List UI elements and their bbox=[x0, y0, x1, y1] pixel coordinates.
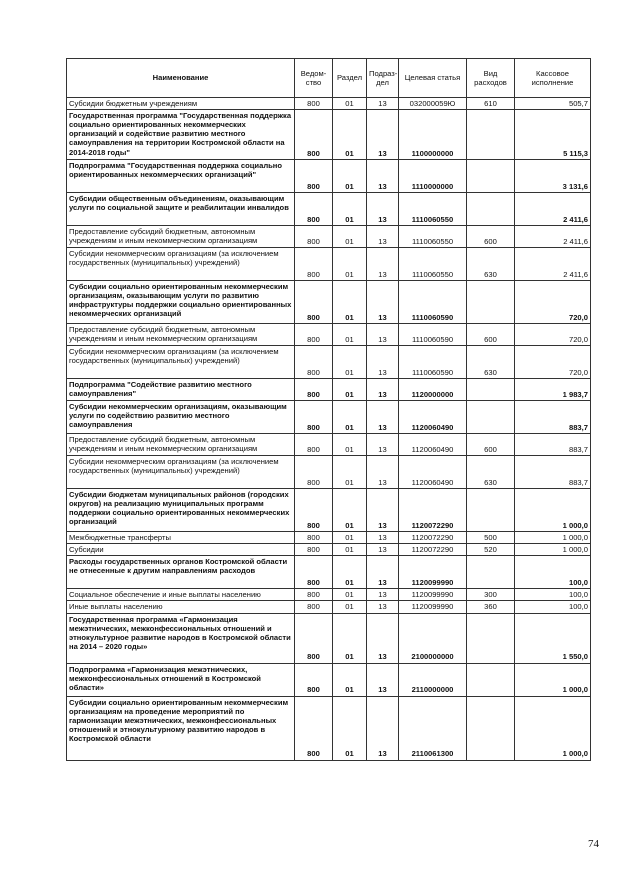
table-row bbox=[67, 401, 591, 434]
row-name: Подпрограмма "Содействие развитию местного самоуправления" bbox=[67, 379, 295, 401]
row-name: Иные выплаты населению bbox=[67, 601, 295, 613]
row-target: 1120099990 bbox=[399, 601, 467, 613]
row-expense-type: 520 bbox=[467, 544, 515, 556]
row-amount: 1 000,0 bbox=[515, 696, 591, 760]
row-subsection: 13 bbox=[367, 281, 399, 324]
row-amount: 2 411,6 bbox=[515, 226, 591, 248]
row-subsection: 13 bbox=[367, 544, 399, 556]
row-ministry: 800 bbox=[295, 226, 333, 248]
row-ministry: 800 bbox=[295, 193, 333, 226]
header-ministry: Ведом-ство bbox=[295, 59, 333, 98]
row-section: 01 bbox=[333, 663, 367, 696]
row-section: 01 bbox=[333, 589, 367, 601]
row-expense-type bbox=[467, 696, 515, 760]
row-amount: 1 000,0 bbox=[515, 532, 591, 544]
table-row bbox=[67, 379, 591, 401]
row-section: 01 bbox=[333, 98, 367, 110]
row-amount: 5 115,3 bbox=[515, 110, 591, 160]
row-name: Субсидии бюджетам муниципальных районов (городских округов) на реализацию муниципальных программ поддержки социально ориентированных некоммерческих организаций bbox=[67, 489, 295, 532]
row-ministry: 800 bbox=[295, 613, 333, 663]
row-subsection: 13 bbox=[367, 532, 399, 544]
row-expense-type bbox=[467, 613, 515, 663]
row-target: 1110000000 bbox=[399, 160, 467, 193]
row-expense-type bbox=[467, 663, 515, 696]
table-body bbox=[67, 98, 591, 761]
row-expense-type bbox=[467, 281, 515, 324]
row-amount: 883,7 bbox=[515, 456, 591, 489]
row-expense-type: 630 bbox=[467, 456, 515, 489]
row-section: 01 bbox=[333, 193, 367, 226]
row-subsection: 13 bbox=[367, 589, 399, 601]
row-name: Субсидии некоммерческим организациям (за исключением государственных (муниципальных) учреждений) bbox=[67, 456, 295, 489]
row-section: 01 bbox=[333, 401, 367, 434]
table-row bbox=[67, 601, 591, 613]
row-subsection: 13 bbox=[367, 110, 399, 160]
row-section: 01 bbox=[333, 379, 367, 401]
row-ministry: 800 bbox=[295, 160, 333, 193]
row-expense-type: 600 bbox=[467, 324, 515, 346]
row-expense-type bbox=[467, 556, 515, 589]
row-section: 01 bbox=[333, 248, 367, 281]
row-target: 1110060550 bbox=[399, 193, 467, 226]
row-name: Социальное обеспечение и иные выплаты населению bbox=[67, 589, 295, 601]
row-subsection: 13 bbox=[367, 193, 399, 226]
row-target: 2110061300 bbox=[399, 696, 467, 760]
header-name: Наименование bbox=[67, 59, 295, 98]
row-subsection: 13 bbox=[367, 248, 399, 281]
row-name: Субсидии общественным объединениям, оказывающим услуги по социальной защите и реабилитации инвалидов bbox=[67, 193, 295, 226]
row-name: Подпрограмма «Гармонизация межэтнических, межконфессиональных отношений в Костромской области» bbox=[67, 663, 295, 696]
row-name: Субсидии некоммерческим организациям (за исключением государственных (муниципальных) учреждений) bbox=[67, 248, 295, 281]
row-amount: 1 000,0 bbox=[515, 663, 591, 696]
row-expense-type bbox=[467, 489, 515, 532]
row-section: 01 bbox=[333, 434, 367, 456]
row-section: 01 bbox=[333, 556, 367, 589]
row-target: 1110060590 bbox=[399, 281, 467, 324]
row-section: 01 bbox=[333, 281, 367, 324]
header-expense-type: Вид расходов bbox=[467, 59, 515, 98]
row-expense-type bbox=[467, 110, 515, 160]
row-amount: 3 131,6 bbox=[515, 160, 591, 193]
row-ministry: 800 bbox=[295, 601, 333, 613]
row-name: Расходы государственных органов Костромской области не отнесенные к другим направлениям расходов bbox=[67, 556, 295, 589]
row-expense-type: 600 bbox=[467, 434, 515, 456]
row-subsection: 13 bbox=[367, 434, 399, 456]
row-section: 01 bbox=[333, 601, 367, 613]
row-amount: 720,0 bbox=[515, 281, 591, 324]
row-amount: 100,0 bbox=[515, 556, 591, 589]
page-number: 74 bbox=[588, 838, 599, 850]
row-section: 01 bbox=[333, 456, 367, 489]
row-name: Государственная программа "Государственная поддержка социально ориентированных некоммерческих организаций и содействие развитию местного самоуправления на территории Костромской области на 2014-2018 годы" bbox=[67, 110, 295, 160]
row-target: 1120099990 bbox=[399, 589, 467, 601]
table-row bbox=[67, 589, 591, 601]
row-expense-type: 500 bbox=[467, 532, 515, 544]
header-section: Раздел bbox=[333, 59, 367, 98]
row-target: 1120072290 bbox=[399, 489, 467, 532]
row-subsection: 13 bbox=[367, 346, 399, 379]
row-target: 1120060490 bbox=[399, 401, 467, 434]
row-target: 1120060490 bbox=[399, 434, 467, 456]
row-subsection: 13 bbox=[367, 696, 399, 760]
row-name: Межбюджетные трансферты bbox=[67, 532, 295, 544]
row-expense-type: 600 bbox=[467, 226, 515, 248]
table-row bbox=[67, 544, 591, 556]
row-expense-type: 360 bbox=[467, 601, 515, 613]
row-ministry: 800 bbox=[295, 110, 333, 160]
row-amount: 720,0 bbox=[515, 346, 591, 379]
row-subsection: 13 bbox=[367, 401, 399, 434]
row-target: 2100000000 bbox=[399, 613, 467, 663]
row-expense-type: 610 bbox=[467, 98, 515, 110]
row-ministry: 800 bbox=[295, 248, 333, 281]
row-section: 01 bbox=[333, 324, 367, 346]
row-name: Предоставление субсидий бюджетным, автономным учреждениям и иным некоммерческим организациям bbox=[67, 434, 295, 456]
header-cash: Кассовое исполнение bbox=[515, 59, 591, 98]
table-row bbox=[67, 346, 591, 379]
row-section: 01 bbox=[333, 110, 367, 160]
row-amount: 100,0 bbox=[515, 601, 591, 613]
row-target: 1110060590 bbox=[399, 346, 467, 379]
row-expense-type bbox=[467, 160, 515, 193]
row-section: 01 bbox=[333, 532, 367, 544]
table-row bbox=[67, 613, 591, 663]
row-target: 2110000000 bbox=[399, 663, 467, 696]
row-ministry: 800 bbox=[295, 489, 333, 532]
row-ministry: 800 bbox=[295, 556, 333, 589]
row-ministry: 800 bbox=[295, 589, 333, 601]
header-target: Целевая статья bbox=[399, 59, 467, 98]
row-subsection: 13 bbox=[367, 379, 399, 401]
row-ministry: 800 bbox=[295, 346, 333, 379]
row-ministry: 800 bbox=[295, 456, 333, 489]
row-subsection: 13 bbox=[367, 160, 399, 193]
row-section: 01 bbox=[333, 226, 367, 248]
table-row bbox=[67, 434, 591, 456]
table-row bbox=[67, 489, 591, 532]
row-ministry: 800 bbox=[295, 544, 333, 556]
row-expense-type bbox=[467, 193, 515, 226]
row-section: 01 bbox=[333, 346, 367, 379]
row-amount: 505,7 bbox=[515, 98, 591, 110]
row-amount: 1 000,0 bbox=[515, 489, 591, 532]
row-target: 1120060490 bbox=[399, 456, 467, 489]
row-subsection: 13 bbox=[367, 456, 399, 489]
row-ministry: 800 bbox=[295, 379, 333, 401]
row-section: 01 bbox=[333, 613, 367, 663]
table-row bbox=[67, 226, 591, 248]
row-target: 1120099990 bbox=[399, 556, 467, 589]
row-ministry: 800 bbox=[295, 98, 333, 110]
row-subsection: 13 bbox=[367, 324, 399, 346]
row-subsection: 13 bbox=[367, 489, 399, 532]
table-row bbox=[67, 248, 591, 281]
row-section: 01 bbox=[333, 544, 367, 556]
table-header bbox=[67, 59, 591, 98]
table-row bbox=[67, 324, 591, 346]
row-amount: 883,7 bbox=[515, 434, 591, 456]
row-section: 01 bbox=[333, 489, 367, 532]
row-ministry: 800 bbox=[295, 324, 333, 346]
row-name: Субсидии социально ориентированным некоммерческим организациям, оказывающим услуги по развитию инфраструктуры поддержки социально ориентированных некоммерческих организаций bbox=[67, 281, 295, 324]
row-subsection: 13 bbox=[367, 601, 399, 613]
row-name: Предоставление субсидий бюджетным, автономным учреждениям и иным некоммерческим организациям bbox=[67, 226, 295, 248]
row-section: 01 bbox=[333, 160, 367, 193]
row-expense-type: 300 bbox=[467, 589, 515, 601]
row-name: Предоставление субсидий бюджетным, автономным учреждениям и иным некоммерческим организациям bbox=[67, 324, 295, 346]
row-ministry: 800 bbox=[295, 532, 333, 544]
row-name: Субсидии некоммерческим организациям (за исключением государственных (муниципальных) учреждений) bbox=[67, 346, 295, 379]
table-row bbox=[67, 193, 591, 226]
row-ministry: 800 bbox=[295, 281, 333, 324]
table-row bbox=[67, 532, 591, 544]
row-ministry: 800 bbox=[295, 401, 333, 434]
budget-table bbox=[66, 58, 591, 761]
table-row bbox=[67, 281, 591, 324]
row-target: 1110060590 bbox=[399, 324, 467, 346]
row-target: 1100000000 bbox=[399, 110, 467, 160]
row-name: Государственная программа «Гармонизация межэтнических, межконфессиональных отношений и этнокультурное развитие народов в Костромской области на 2014 – 2020 годы» bbox=[67, 613, 295, 663]
row-name: Подпрограмма "Государственная поддержка социально ориентированных некоммерческих организаций" bbox=[67, 160, 295, 193]
row-amount: 100,0 bbox=[515, 589, 591, 601]
row-subsection: 13 bbox=[367, 226, 399, 248]
row-ministry: 800 bbox=[295, 696, 333, 760]
row-target: 1120072290 bbox=[399, 532, 467, 544]
row-target: 1110060550 bbox=[399, 248, 467, 281]
row-expense-type bbox=[467, 379, 515, 401]
row-name: Субсидии bbox=[67, 544, 295, 556]
row-ministry: 800 bbox=[295, 434, 333, 456]
table-row bbox=[67, 160, 591, 193]
table-row bbox=[67, 696, 591, 760]
row-section: 01 bbox=[333, 696, 367, 760]
row-target: 1120000000 bbox=[399, 379, 467, 401]
row-subsection: 13 bbox=[367, 556, 399, 589]
table-row bbox=[67, 556, 591, 589]
row-expense-type bbox=[467, 401, 515, 434]
table-row bbox=[67, 98, 591, 110]
row-subsection: 13 bbox=[367, 663, 399, 696]
row-amount: 2 411,6 bbox=[515, 193, 591, 226]
row-expense-type: 630 bbox=[467, 346, 515, 379]
row-name: Субсидии некоммерческим организациям, оказывающим услуги по содействию развитию местного самоуправления bbox=[67, 401, 295, 434]
row-amount: 2 411,6 bbox=[515, 248, 591, 281]
table-row bbox=[67, 663, 591, 696]
row-amount: 1 000,0 bbox=[515, 544, 591, 556]
row-subsection: 13 bbox=[367, 613, 399, 663]
row-subsection: 13 bbox=[367, 98, 399, 110]
row-ministry: 800 bbox=[295, 663, 333, 696]
table-row bbox=[67, 110, 591, 160]
row-expense-type: 630 bbox=[467, 248, 515, 281]
table-row bbox=[67, 456, 591, 489]
row-name: Субсидии бюджетным учреждениям bbox=[67, 98, 295, 110]
row-target: 1120072290 bbox=[399, 544, 467, 556]
row-target: 1110060550 bbox=[399, 226, 467, 248]
row-amount: 883,7 bbox=[515, 401, 591, 434]
row-amount: 1 550,0 bbox=[515, 613, 591, 663]
header-subsection: Подраз-дел bbox=[367, 59, 399, 98]
row-name: Субсидии социально ориентированным некоммерческим организациям на проведение мероприятий по гармонизации межэтнических, межконфессиональных отношений и этнокультурному развитию народов в Костромской области bbox=[67, 696, 295, 760]
row-target: 032000059Ю bbox=[399, 98, 467, 110]
row-amount: 1 983,7 bbox=[515, 379, 591, 401]
row-amount: 720,0 bbox=[515, 324, 591, 346]
